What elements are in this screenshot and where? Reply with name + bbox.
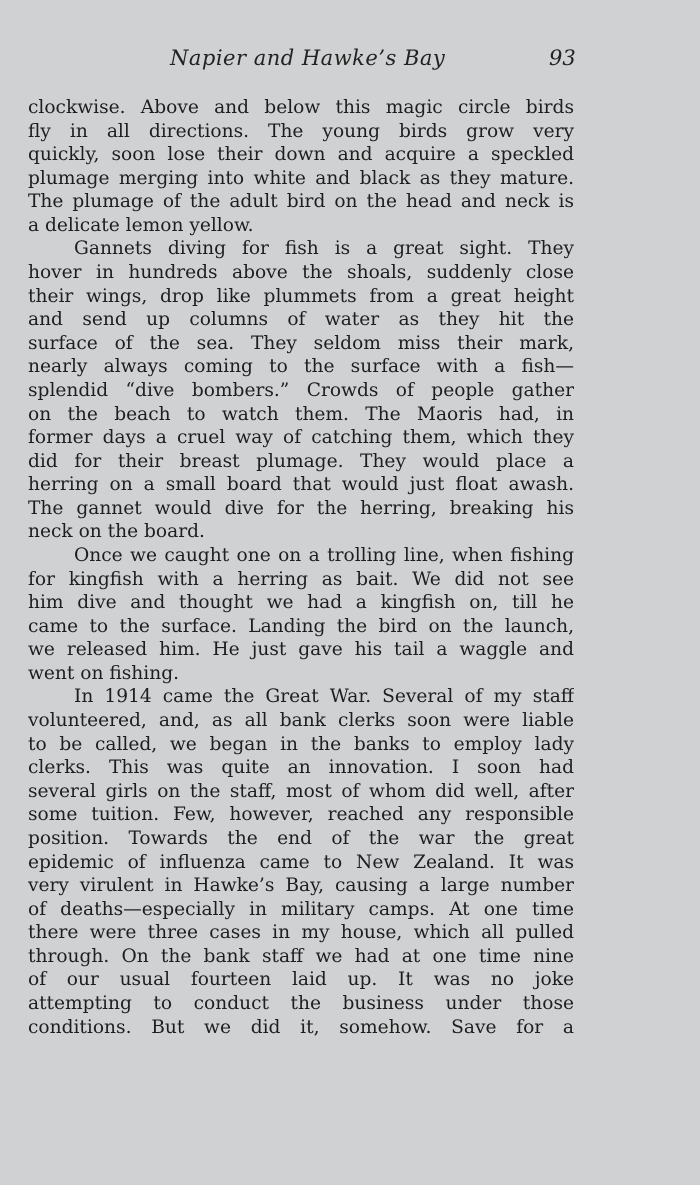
text-line: plumage merging into white and black as they mature. [28,167,574,189]
text-line: conditions. But we did it, somehow. Save for a [28,1016,574,1038]
text-line: neck on the board. [28,521,205,543]
page-header [0,46,700,76]
paragraph-first-line: In 1914 came the Great War. Several of my staff [74,686,574,708]
text-line: fly in all directions. The young birds grow very [28,120,574,142]
text-line: position. Towards the end of the war the great [28,827,574,849]
text-line: of our usual fourteen laid up. It was no joke [28,969,574,991]
text-line: of deaths—especially in military camps. At one time [28,898,574,920]
body-text [28,96,574,1039]
text-line: there were three cases in my house, which all pulled [28,922,574,944]
text-line: herring on a small board that would just float awash. [28,474,574,496]
text-line: The plumage of the adult bird on the head and neck is [28,191,574,213]
text-line: some tuition. Few, however, reached any responsible [28,804,574,826]
text-line: volunteered, and, as all bank clerks soon were liable [28,710,574,732]
text-line: clerks. This was quite an innovation. I soon had [28,757,574,779]
text-line: through. On the bank staff we had at one time nine [28,945,574,967]
text-line: former days a cruel way of catching them, which they [28,427,574,449]
text-line: came to the surface. Landing the bird on the launch, [28,615,574,637]
text-line: we released him. He just gave his tail a waggle and [28,639,574,661]
text-line: nearly always coming to the surface with a fish— [28,356,574,378]
text-line: very virulent in Hawke’s Bay, causing a large number [28,875,574,897]
text-line: quickly, soon lose their down and acquire a speckled [28,144,574,166]
page-number: 93 [549,46,576,70]
text-line: surface of the sea. They seldom miss their mark, [28,332,574,354]
text-line: attempting to conduct the business under those [28,992,574,1014]
text-line: epidemic of influenza came to New Zealand. It was [28,851,574,873]
running-title: Napier and Hawke’s Bay [170,46,446,70]
text-line: to be called, we began in the banks to employ lady [28,733,574,755]
text-line: splendid “dive bombers.” Crowds of people gather [28,379,574,401]
text-line: clockwise. Above and below this magic circle birds [28,97,574,118]
text-line: went on fishing. [28,662,180,684]
text-line: on the beach to watch them. The Maoris had, in [28,403,574,425]
text-line: him dive and thought we had a kingfish on, till he [28,592,574,614]
text-line: hover in hundreds above the shoals, suddenly close [28,262,574,284]
paragraph-first-line: Gannets diving for fish is a great sight. They [74,238,574,260]
text-line: and send up columns of water as they hit the [28,309,574,331]
text-line: did for their breast plumage. They would place a [28,450,574,472]
text-line: The gannet would dive for the herring, breaking his [28,497,574,519]
text-line: for kingfish with a herring as bait. We did not see [28,568,574,590]
paragraph-first-line: Once we caught one on a trolling line, when fishing [74,544,574,566]
text-line: a delicate lemon yellow. [28,214,254,236]
text-line: their wings, drop like plummets from a great height [28,285,574,307]
text-line: several girls on the staff, most of whom did well, after [28,780,574,802]
